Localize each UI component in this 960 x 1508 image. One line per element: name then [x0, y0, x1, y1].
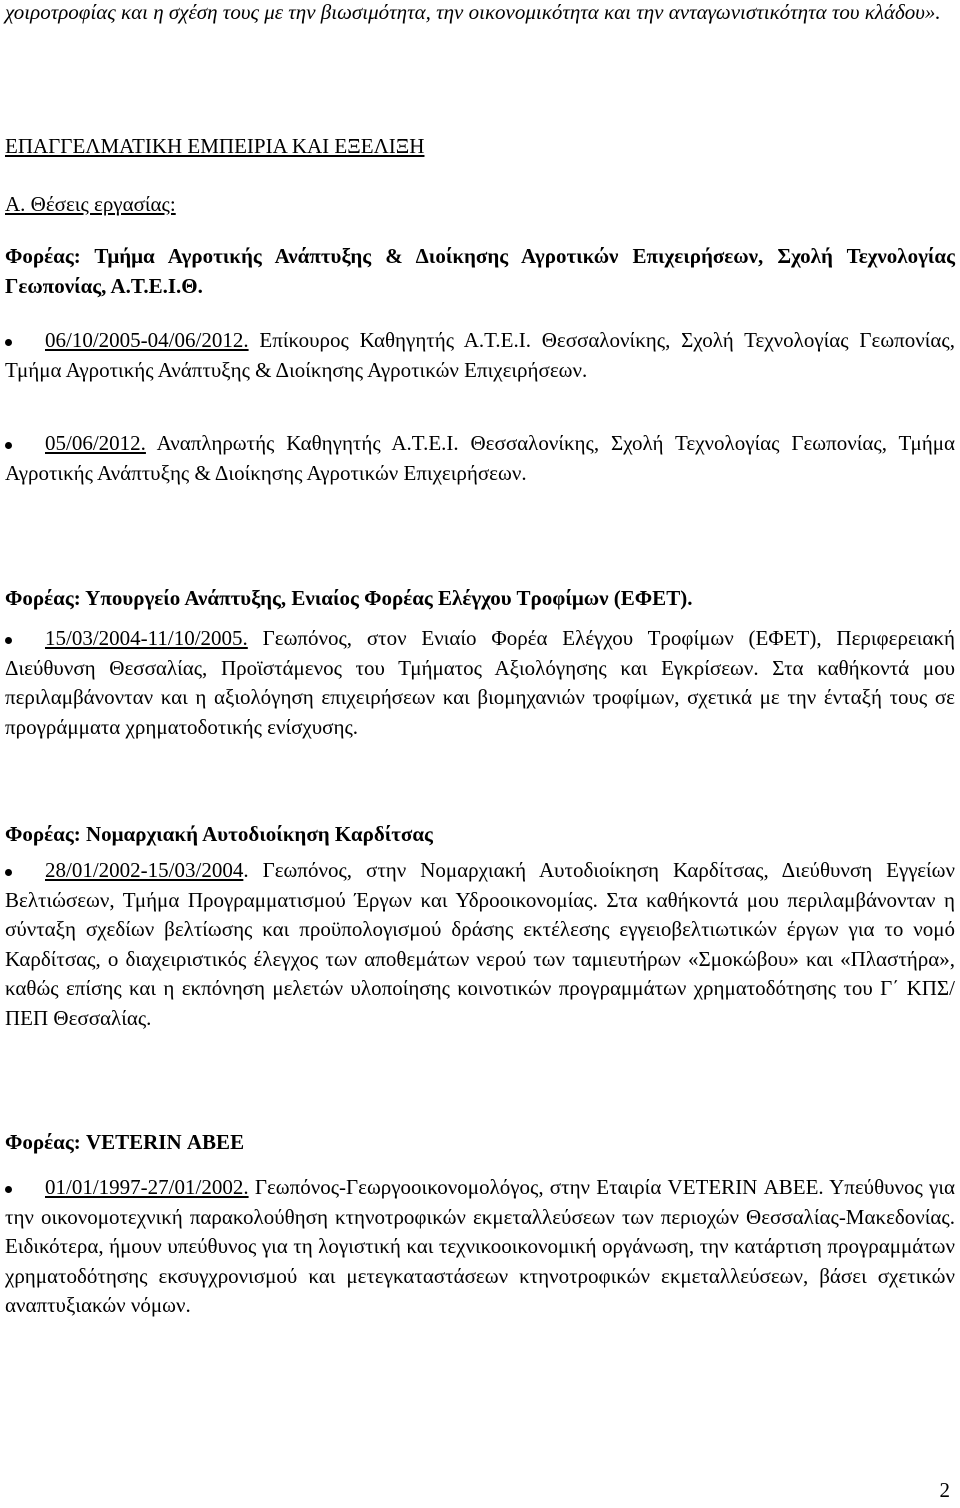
position-text-block [5, 1173, 955, 1321]
bullet-icon [5, 1186, 12, 1193]
employer-title: Φορέας: Υπουργείο Ανάπτυξης, Ενιαίος Φορέας Ελέγχου Τροφίμων (ΕΦΕΤ). [5, 586, 693, 610]
position-item [5, 326, 955, 385]
position-item [5, 624, 955, 742]
position-text-block [5, 624, 955, 742]
employer-block [5, 820, 955, 850]
page-number: 2 [939, 1478, 950, 1502]
position-description: Γεωπόνος-Γεωργοοικονομολόγος, στην Εταιρία VETERIN ΑΒΕΕ. Υπεύθυνος για την οικονομοτεχνική παρακολούθηση κτηνοτροφικών εκμεταλλεύσεων των περιοχών Θεσσαλίας-Μακεδονίας. Ειδικότερα, ήμουν υπεύθυνος για τη λογιστική και τεχνικοοικονομική οργάνωση, την κατάρτιση προγραμμάτων χρηματοδότησης εκσυγχρονισμού και μετεγκαταστάσεων κτηνοτροφικών εκμεταλλεύσεων, βάσει σχετικών αναπτυξιακών νόμων. [5, 1175, 955, 1317]
position-text-block [5, 429, 955, 488]
position-description: Αναπληρωτής Καθηγητής Α.Τ.Ε.Ι. Θεσσαλονίκης, Σχολή Τεχνολογίας Γεωπονίας, Τμήμα Αγροτικής Ανάπτυξης & Διοίκησης Αγροτικών Επιχειρήσεων. [5, 431, 955, 485]
employer-block [5, 242, 955, 301]
position-description: Επίκουρος Καθηγητής Α.Τ.Ε.Ι. Θεσσαλονίκης, Σχολή Τεχνολογίας Γεωπονίας, Τμήμα Αγροτικής Ανάπτυξης & Διοίκησης Αγροτικών Επιχειρήσεων. [5, 328, 955, 382]
position-date: 15/03/2004-11/10/2005. [45, 626, 248, 650]
intro-paragraph [5, 0, 955, 28]
position-text-block [5, 856, 955, 1033]
employer-block [5, 584, 955, 614]
bullet-icon [5, 442, 12, 449]
bullet-icon [5, 339, 12, 346]
position-date: 06/10/2005-04/06/2012. [45, 328, 249, 352]
bullet-icon [5, 869, 12, 876]
employer-block [5, 1128, 955, 1158]
bullet-icon [5, 637, 12, 644]
employer-title: Φορέας: VETERIN ΑΒΕΕ [5, 1130, 245, 1154]
position-description: Γεωπόνος, στον Ενιαίο Φορέα Ελέγχου Τροφίμων (ΕΦΕΤ), Περιφερειακή Διεύθυνση Θεσσαλίας, Προϊστάμενος του Τμήματος Αξιολόγησης και Εγκρίσεων. Στα καθήκοντά μου περιλαμβάνονταν και η αξιολόγηση επιχειρήσεων και βιομηχανιών τροφίμων, σχετικά με την ένταξή τους σε προγράμματα χρηματοδοτικής ενίσχυσης. [5, 626, 955, 739]
position-item [5, 1173, 955, 1321]
position-text-block [5, 326, 955, 385]
subsection-heading: Α. Θέσεις εργασίας: [5, 192, 176, 216]
position-item [5, 429, 955, 488]
section-heading: ΕΠΑΓΓΕΛΜΑΤΙΚΗ ΕΜΠΕΙΡΙΑ ΚΑΙ ΕΞΕΛΙΞΗ [5, 134, 425, 158]
position-date: 28/01/2002-15/03/2004 [45, 858, 244, 882]
position-description: . Γεωπόνος, στην Νομαρχιακή Αυτοδιοίκηση Καρδίτσας, Διεύθυνση Εγγείων Βελτιώσεων, Τμήμα Προγραμματισμού Έργων και Υδροοικονομίας. Στα καθήκοντά μου περιλαμβάνονταν η σύνταξη σχεδίων βελτίωσης και προϋπολογισμού δράσης εκτέλεσης εγγειοβελτιωτικών έργων για το νομό Καρδίτσας, ο διαχειριστικός έλεγχος των αποθεμάτων νερού των ταμιευτήρων «Σμοκώβου» και «Πλαστήρα», καθώς επίσης και η εκπόνηση μελετών υλοποίησης κοινοτικών προγραμμάτων χρηματοδότησης του Γ΄ ΚΠΣ/ ΠΕΠ Θεσσαλίας. [5, 858, 955, 1030]
employer-title: Φορέας: Νομαρχιακή Αυτοδιοίκηση Καρδίτσας [5, 822, 433, 846]
position-item [5, 856, 955, 1033]
position-date: 01/01/1997-27/01/2002. [45, 1175, 249, 1199]
position-date: 05/06/2012. [45, 431, 146, 455]
employer-title: Φορέας: Τμήμα Αγροτικής Ανάπτυξης & Διοίκησης Αγροτικών Επιχειρήσεων, Σχολή Τεχνολογίας Γεωπονίας, Α.Τ.Ε.Ι.Θ. [5, 244, 955, 298]
intro-text: χοιροτροφίας και η σχέση τους με την βιωσιμότητα, την οικονομικότητα και την ανταγωνιστικότητα του κλάδου». [5, 0, 941, 24]
